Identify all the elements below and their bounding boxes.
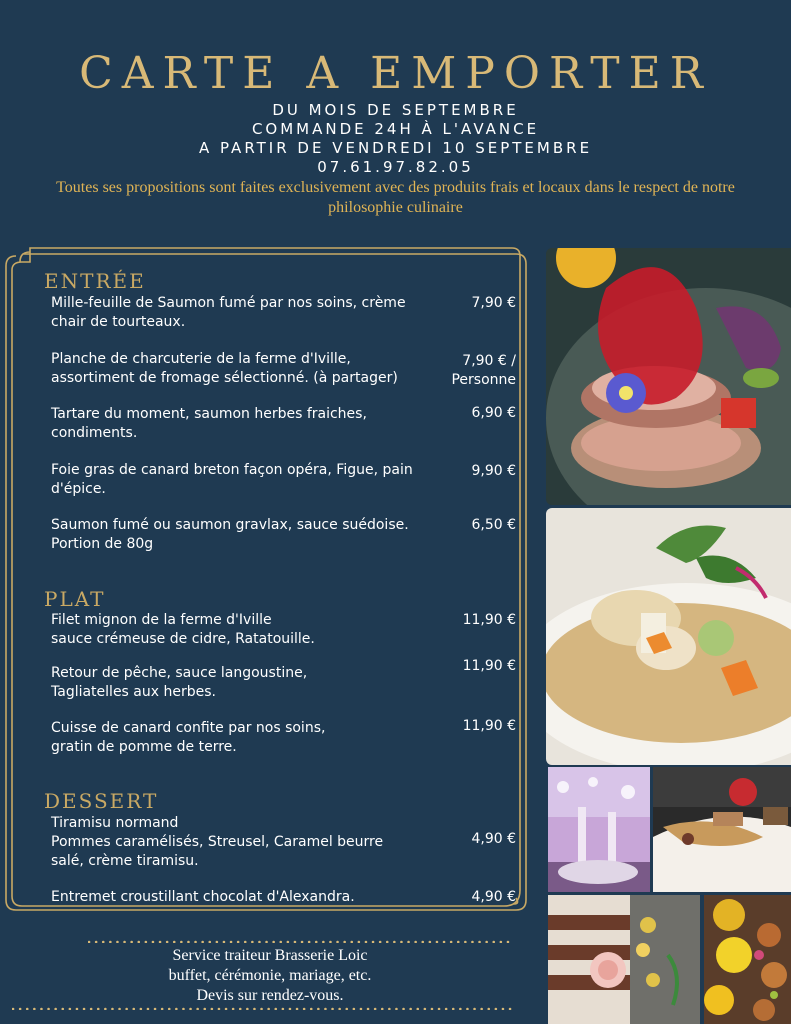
menu-item [51, 888, 456, 907]
phone-number[interactable]: 07.61.97.82.05 [317, 158, 474, 176]
item-description: gratin de pomme de terre. [51, 739, 237, 755]
item-description: Portion de 80g [51, 536, 154, 552]
item-price: 6,90 € [471, 405, 516, 421]
section-heading-entree: ENTRÉE [44, 269, 146, 293]
item-description: Tartare du moment, saumon herbes fraiches, [51, 406, 367, 422]
catering-appointment: Devis sur rendez-vous. [196, 987, 344, 1004]
item-description: Entremet croustillant chocolat d'Alexandra. [51, 889, 355, 905]
menu-item [51, 611, 456, 649]
item-description: Retour de pêche, sauce langoustine, [51, 665, 308, 681]
menu-item [51, 294, 456, 332]
item-price: 4,90 € [471, 831, 516, 847]
item-description: assortiment de fromage sélectionné. (à partager) [51, 370, 398, 386]
item-description: chair de tourteaux. [51, 314, 186, 330]
menu-item [51, 814, 456, 871]
page-title: CARTE A EMPORTER [79, 48, 712, 99]
item-description: Cuisse de canard confite par nos soins, [51, 720, 326, 736]
section-heading-dessert: DESSERT [44, 789, 159, 813]
item-price: 6,50 € [471, 517, 516, 533]
dotted-divider-top [88, 940, 513, 943]
fish-in-sauce-photo [546, 508, 791, 765]
reception-hall-photo [548, 767, 650, 892]
catering-services: buffet, cérémonie, mariage, etc. [168, 967, 372, 984]
item-description: Pommes caramélisés, Streusel, Caramel beurre [51, 834, 384, 850]
item-price: 11,90 € [462, 612, 516, 628]
intro-text: Toutes ses propositions sont faites exclusivement avec des produits frais et locaux dans le respect de notre philosophie culinaire [56, 179, 735, 216]
plated-salmon-photo [546, 248, 791, 505]
item-description: Tiramisu normand [51, 815, 179, 831]
menu-item [51, 516, 456, 554]
item-description: Foie gras de canard breton façon opéra, Figue, pain [51, 462, 413, 478]
item-price: 4,90 € [471, 889, 516, 905]
menu-item [51, 719, 456, 757]
item-price-amount: 7,90 € / [462, 353, 516, 369]
menu-item [51, 350, 456, 388]
item-price: 9,90 € [471, 463, 516, 479]
dotted-divider-bottom [12, 1007, 512, 1010]
subtitle-start-date: A PARTIR DE VENDREDI 10 SEPTEMBRE [198, 139, 593, 157]
section-heading-plat: PLAT [44, 587, 106, 611]
item-description: sauce crémeuse de cidre, Ratatouille. [51, 631, 315, 647]
item-price [416, 352, 516, 390]
item-price: 11,90 € [462, 658, 516, 674]
menu-item [51, 405, 456, 443]
item-description: salé, crème tiramisu. [51, 853, 199, 869]
item-description: Filet mignon de la ferme d'Iville [51, 612, 272, 628]
subtitle-order-notice: COMMANDE 24H À L'AVANCE [251, 120, 540, 138]
buffet-platter-photo [653, 767, 791, 892]
catering-title: Service traiteur Brasserie Loic [172, 947, 368, 964]
item-description: condiments. [51, 425, 138, 441]
item-description: Mille-feuille de Saumon fumé par nos soins, crème [51, 295, 406, 311]
item-description: Tagliatelles aux herbes. [51, 684, 216, 700]
subtitle-month: DU MOIS DE SEPTEMBRE [272, 101, 519, 119]
menu-item [51, 461, 456, 499]
item-description: d'épice. [51, 481, 106, 497]
item-description: Saumon fumé ou saumon gravlax, sauce suédoise. [51, 517, 409, 533]
macaron-tower-photo [704, 895, 791, 1024]
item-price-unit: Personne [451, 372, 516, 388]
item-description: Planche de charcuterie de la ferme d'Iville, [51, 351, 351, 367]
item-price: 7,90 € [471, 295, 516, 311]
layer-cake-photo [548, 895, 700, 1024]
item-price: 11,90 € [462, 718, 516, 734]
menu-item [51, 664, 456, 702]
